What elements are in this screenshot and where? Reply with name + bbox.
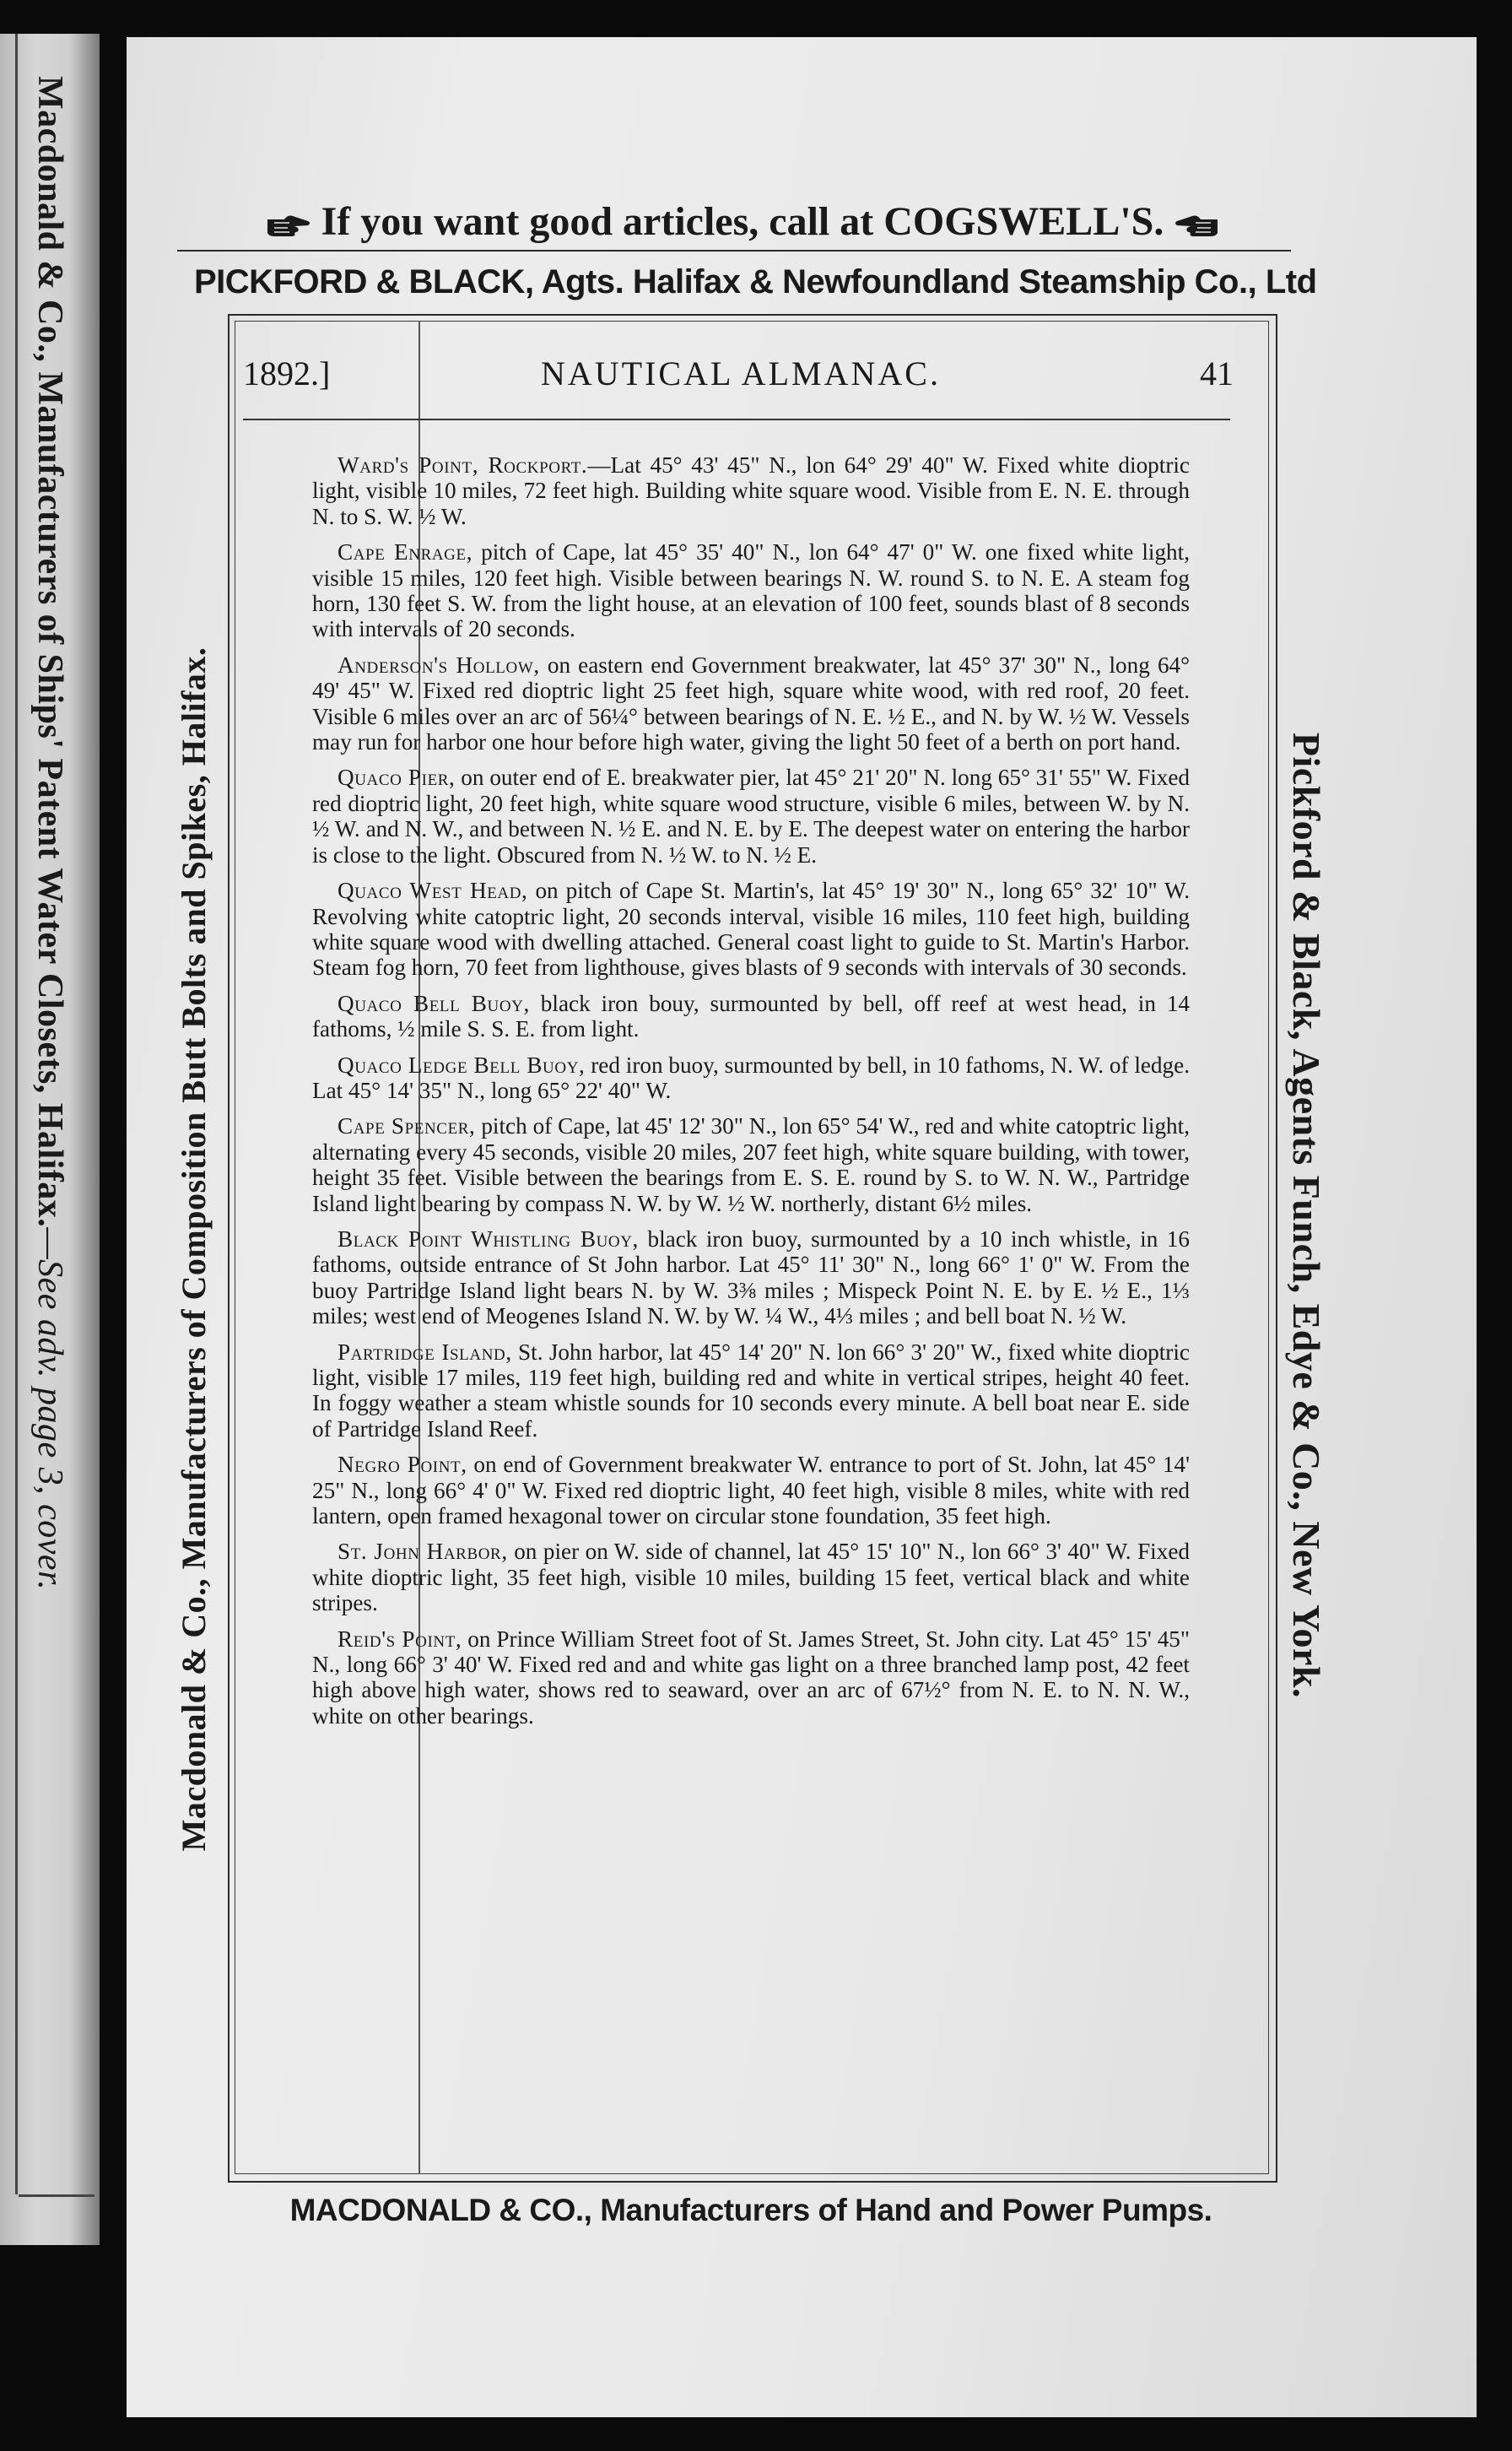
running-head [243, 344, 1239, 403]
entry-cape-spencer [312, 1113, 1190, 1216]
pointing-hand-right-icon [266, 211, 311, 240]
entry-text: on pitch of Cape St. Martin's, lat 45° 19' 30" N., long 65° 32' 10" W. Revolving white catoptric light, 20 seconds interval, visible 16 miles, 110 feet high, building white square wood with dwelling attached. General coast light to guide to St. Martin's Harbor. Steam fog horn, 70 feet from lighthouse, gives blasts of 9 seconds with intervals of 30 seconds. [312, 878, 1191, 981]
entry-name: Quaco Pier, [338, 765, 456, 791]
entry-name: Cape Enrage, [338, 539, 473, 565]
footer-advert-macdonald: MACDONALD & CO., Manufacturers of Hand and Power Pumps. [289, 2193, 1212, 2227]
header-rule [177, 250, 1291, 252]
entry-partridge-island [312, 1339, 1190, 1442]
entry-cape-enrage [312, 539, 1190, 642]
running-head-year: 1892.] [243, 354, 331, 392]
entry-name: Quaco West Head, [338, 878, 528, 904]
entry-name: Quaco Bell Buoy, [338, 990, 530, 1016]
entry-text: pitch of Cape, lat 45° 35' 40" N., lon 64° 47' 0" W. one fixed white light, visible 15 miles, 120 feet high. Visible between bearings N. W. round S. to N. E. A steam fog horn, 130 feet S. W. from the light house, at an elevation of 100 feet, sounds blast of 8 seconds with intervals of 20 seconds. [312, 539, 1190, 642]
page-number: 41 [1200, 354, 1234, 392]
entry-text: on outer end of E. breakwater pier, lat 45° 21' 20" N. long 65° 31' 55" W. Fixed red dioptric light, 20 feet high, white square wood structure, visible 6 miles, between W. by N. ½ W. and N. W., and between N. ½ E. and N. E. by E. The deepest water on entering the harbor is close to the light. Obscured from N. ½ W. to N. ½ E. [312, 765, 1190, 868]
entry-name: Ward's Point, Rockport. [338, 452, 588, 478]
entry-text: St. John harbor, lat 45° 14' 20" N. lon 66° 3' 20" W., fixed white dioptric light, visible 17 miles, 119 feet high, building red and white in vertical stripes, height 40 feet. In foggy weather a steam whistle sounds for 10 seconds every minute. A bell boat near E. side of Partridge Island Reef. [312, 1339, 1190, 1442]
header-advert-cogswell [177, 192, 1308, 252]
entry-reids-point [312, 1626, 1190, 1729]
entry-negro-point [312, 1452, 1190, 1528]
entry-text: black iron bouy, surmounted by bell, off reef at west head, in 14 fathoms, ½ mile S. S. E. from light. [312, 990, 1191, 1042]
inner-margin-advert: Macdonald & Co., Manufacturers of Composition Butt Bolts and Spikes, Halifax. [175, 647, 213, 1852]
entry-text: on eastern end Government breakwater, lat 45° 37' 30" N., long 64° 49' 45" W. Fixed red dioptric light 25 feet high, square white wood, with red roof, 20 feet. Visible 6 miles over an arc of 56¼° between bearings of N. E. ½ E., and N. by W. ½ W. Vessels may run for harbor one hour before high water, giving the light 50 feet of a berth on port hand. [312, 652, 1191, 755]
entry-text: on Prince William Street foot of St. James Street, St. John city. Lat 45° 15' 45" N., long 66° 3' 40' W. Fixed red and and white gas light on a three branched lamp post, 42 feet high above high water, shows red to seaward, over an arc of 67½° from N. E. to N. N. W., white on other bearings. [312, 1626, 1190, 1729]
left-margin-advert-reference: —See adv. page 3, cover. [30, 1227, 69, 1591]
entry-wards-point [312, 452, 1190, 529]
header-advert-pickford: PICKFORD & BLACK, Agts. Halifax & Newfoundland Steamship Co., Ltd [194, 263, 1317, 300]
entry-text: black iron buoy, surmounted by a 10 inch whistle, in 16 fathoms, outside entrance of St John harbor. Lat 45° 11' 30" N., long 66° 1' 0" W. From the buoy Partridge Island light bears N. by W. 3⅜ miles ; Mispeck Point N. E. by E. ½ E., 1⅓ miles; west end of Meogenes Island N. W. by W. ¼ W., 4⅓ miles ; and bell boat N. ½ W. [312, 1226, 1190, 1329]
right-margin-advert: Pickford & Black, Agents Funch, Edye & Co., New York. [1285, 732, 1328, 1699]
running-head-rule [243, 419, 1230, 420]
entry-name: Reid's Point, [338, 1626, 462, 1652]
entry-text: on end of Government breakwater W. entrance to port of St. John, lat 45° 14' 25" N., long 66° 4' 0" W. Fixed red dioptric light, 40 feet high, visible 8 miles, white with red lantern, open framed hexagonal tower on circular stone foundation, 35 feet high. [312, 1452, 1190, 1529]
entry-name: Negro Point, [338, 1452, 467, 1478]
entry-quaco-pier [312, 765, 1190, 868]
entry-text: —Lat 45° 43' 45" N., lon 64° 29' 40" W. Fixed white dioptric light, visible 10 miles, 72 feet high. Building white square wood. Visible from E. N. E. through N. to S. W. ½ W. [312, 452, 1190, 529]
entry-name: Cape Spencer, [338, 1113, 476, 1139]
left-margin-advert-text: Macdonald & Co., Manufacturers of Ships' Patent Water Closets, Halifax. [30, 76, 69, 1228]
scan-bottom-edge [0, 2417, 1512, 2451]
entry-text: red iron buoy, surmounted by bell, in 10 fathoms, N. W. of ledge. Lat 45° 14' 35" N., long 65° 22' 40" W. [312, 1052, 1190, 1103]
entry-quaco-west-head [312, 878, 1190, 981]
entry-name: Quaco Ledge Bell Buoy, [338, 1052, 586, 1078]
left-margin-advert [24, 76, 75, 2287]
entry-andersons-hollow [312, 652, 1190, 755]
pointing-hand-left-icon [1174, 211, 1219, 240]
entry-st-john-harbor [312, 1539, 1190, 1615]
entry-text: pitch of Cape, lat 45' 12' 30" N., lon 65° 54' W., red and white catoptric light, alternating every 45 seconds, visible 20 miles, 207 feet high, white square building, with tower, height 35 feet. Visible between the bearings from E. S. E. round by S. to W. N. W., Partridge Island light bearing by compass N. W. by W. ½ W. northerly, distant 6½ miles. [312, 1113, 1190, 1216]
lighthouse-entries [312, 452, 1190, 2157]
entry-name: Black Point Whistling Buoy, [338, 1226, 639, 1252]
entry-black-point-whistling-buoy [312, 1226, 1190, 1329]
entry-name: Partridge Island, [338, 1339, 512, 1365]
entry-text: on pier on W. side of channel, lat 45° 15' 10" N., lon 66° 3' 40" W. Fixed white dioptric light, 35 feet high, visible 10 miles, building 15 feet, vertical black and white stripes. [312, 1539, 1190, 1616]
entry-quaco-ledge-bell-buoy [312, 1052, 1190, 1104]
header-advert-cogswell-text: If you want good articles, call at COGSWELL'S. [321, 199, 1164, 244]
entry-name: St. John Harbor, [338, 1539, 508, 1565]
entry-quaco-bell-buoy [312, 991, 1190, 1042]
entry-name: Anderson's Hollow, [338, 652, 540, 678]
running-head-title: NAUTICAL ALMANAC. [541, 354, 941, 392]
edge-rule [15, 34, 18, 2194]
